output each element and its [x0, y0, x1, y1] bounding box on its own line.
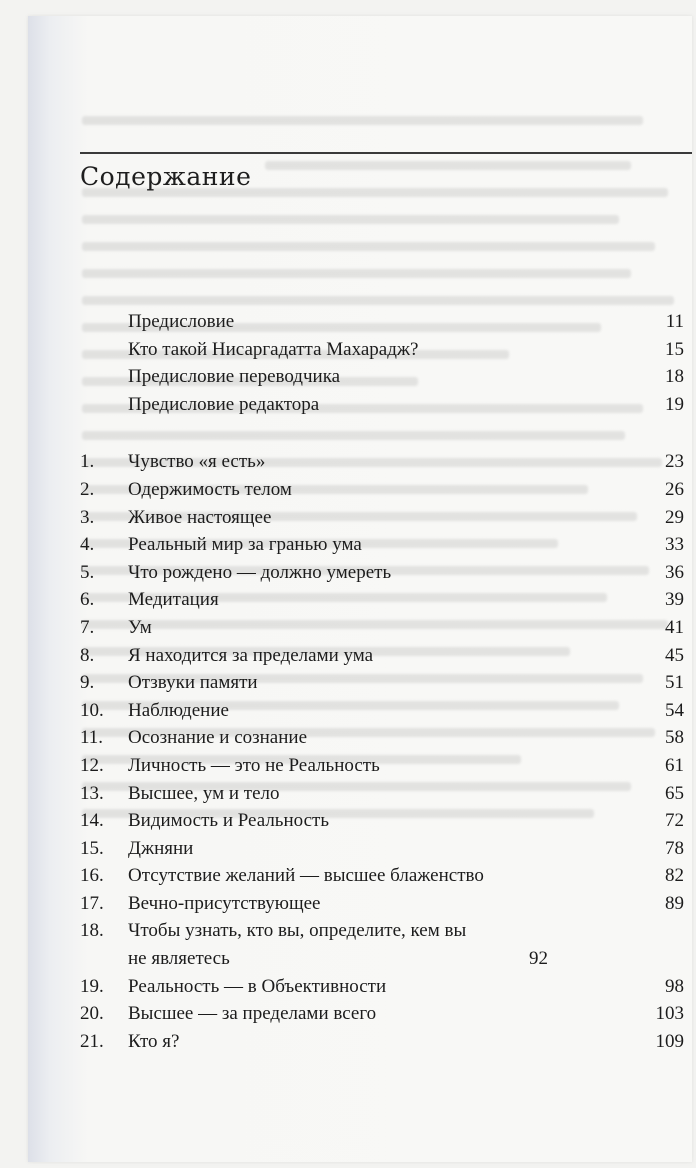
- toc-chapter[interactable]: [80, 448, 684, 476]
- chapter-page-number: 51: [665, 672, 684, 694]
- chapter-number: 14.: [80, 810, 104, 832]
- chapter-page-number: 109: [655, 1030, 684, 1052]
- chapter-page-number: 61: [665, 754, 684, 776]
- toc-chapter[interactable]: [80, 917, 684, 972]
- chapter-number: 17.: [80, 892, 104, 914]
- chapter-page-number: 103: [655, 1003, 684, 1025]
- toc-entry-title: Кто такой Нисаргадатта Махарадж?: [128, 338, 419, 360]
- chapter-title: Джняни: [128, 837, 194, 859]
- chapter-page-number: 65: [665, 782, 684, 804]
- chapter-number: 1.: [80, 451, 95, 473]
- chapter-page-number: 33: [665, 534, 684, 556]
- toc-chapter[interactable]: [80, 973, 684, 1001]
- toc-chapter[interactable]: [80, 807, 684, 835]
- chapter-title: Высшее — за пределами всего: [128, 1003, 377, 1025]
- chapter-title: Ум: [128, 616, 152, 638]
- toc-chapter[interactable]: [80, 504, 684, 532]
- chapter-page-number: 26: [665, 478, 684, 500]
- chapter-title: Живое настоящее: [128, 506, 272, 528]
- toc-entry[interactable]: [80, 363, 684, 391]
- toc-chapter[interactable]: [80, 531, 684, 559]
- toc-chapter[interactable]: [80, 780, 684, 808]
- toc-entry[interactable]: [80, 336, 684, 364]
- toc-chapter[interactable]: [80, 614, 684, 642]
- chapter-number: 9.: [80, 672, 95, 694]
- chapter-title: Одержимость телом: [128, 478, 292, 500]
- chapter-page-number: 78: [665, 837, 684, 859]
- chapter-number: 10.: [80, 699, 104, 721]
- contents-title: Содержание: [80, 162, 252, 191]
- toc-chapter[interactable]: [80, 1000, 684, 1028]
- chapter-number: 15.: [80, 837, 104, 859]
- chapter-page-number: 89: [665, 892, 684, 914]
- chapter-page-number: 82: [665, 865, 684, 887]
- toc-chapter[interactable]: [80, 669, 684, 697]
- chapter-page-number: 72: [665, 810, 684, 832]
- chapter-title: Осознание и сознание: [128, 727, 308, 749]
- toc-chapter[interactable]: [80, 890, 684, 918]
- chapter-number: 5.: [80, 561, 95, 583]
- chapter-page-number: 45: [665, 644, 684, 666]
- chapter-title: Чувство «я есть»: [128, 451, 266, 473]
- chapter-number: 21.: [80, 1030, 104, 1052]
- toc-page-number: 11: [665, 311, 684, 332]
- toc-chapter[interactable]: [80, 586, 684, 614]
- chapter-page-number: 92: [529, 948, 548, 970]
- book-page: [28, 16, 692, 1162]
- toc-chapter[interactable]: [80, 862, 684, 890]
- chapter-title: Чтобы узнать, кто вы, определите, кем вы не являетесь: [128, 920, 467, 970]
- chapter-title: Медитация: [128, 589, 219, 611]
- chapter-number: 2.: [80, 478, 95, 500]
- chapter-page-number: 36: [665, 561, 684, 583]
- chapter-title: Отзвуки памяти: [128, 672, 258, 694]
- chapter-number: 12.: [80, 754, 104, 776]
- chapter-title: Наблюдение: [128, 699, 229, 721]
- toc-chapter[interactable]: [80, 642, 684, 670]
- toc-chapter[interactable]: [80, 752, 684, 780]
- chapter-title: Видимость и Реальность: [128, 810, 330, 832]
- toc-chapter[interactable]: [80, 724, 684, 752]
- toc-chapter[interactable]: [80, 697, 684, 725]
- chapter-page-number: 29: [665, 506, 684, 528]
- toc-entry-title: Предисловие редактора: [128, 393, 320, 415]
- toc-entry-title: Предисловие переводчика: [128, 366, 341, 388]
- chapter-number: 4.: [80, 534, 95, 556]
- toc-entry-title: Предисловие: [128, 311, 235, 332]
- header-rule: [80, 152, 692, 154]
- chapter-number: 6.: [80, 589, 95, 611]
- toc-page-number: 15: [665, 338, 684, 360]
- chapter-number: 16.: [80, 865, 104, 887]
- toc-page-number: 18: [665, 366, 684, 388]
- toc-chapter[interactable]: [80, 476, 684, 504]
- chapter-title: Реальный мир за гранью ума: [128, 534, 362, 556]
- chapter-number: 11.: [80, 727, 104, 749]
- chapter-title: Высшее, ум и тело: [128, 782, 280, 804]
- chapter-page-number: 41: [665, 616, 684, 638]
- chapter-title: Отсутствие желаний — высшее блаженство: [128, 865, 484, 887]
- chapter-page-number: 98: [665, 975, 684, 997]
- toc-chapter[interactable]: [80, 835, 684, 863]
- chapter-page-number: 58: [665, 727, 684, 749]
- chapter-number: 13.: [80, 782, 104, 804]
- section-gap: [80, 418, 684, 448]
- chapter-title: Реальность — в Объективности: [128, 975, 387, 997]
- chapter-title: Я находится за пределами ума: [128, 644, 374, 666]
- table-of-contents: [80, 308, 684, 1055]
- chapter-number: 18.: [80, 920, 104, 942]
- toc-page-number: 19: [665, 393, 684, 415]
- chapter-page-number: 39: [665, 589, 684, 611]
- chapter-page-number: 23: [665, 451, 684, 473]
- chapter-number: 3.: [80, 506, 95, 528]
- chapter-number: 7.: [80, 616, 95, 638]
- chapter-title: Личность — это не Реальность: [128, 754, 380, 776]
- chapter-title: Что рождено — должно умереть: [128, 561, 392, 583]
- toc-entry[interactable]: [80, 391, 684, 419]
- chapter-title: Кто я?: [128, 1030, 180, 1052]
- chapter-number: 8.: [80, 644, 95, 666]
- chapter-page-number: 54: [665, 699, 684, 721]
- toc-chapter[interactable]: [80, 1028, 684, 1056]
- chapter-number: 20.: [80, 1003, 104, 1025]
- chapter-number: 19.: [80, 975, 104, 997]
- toc-chapter[interactable]: [80, 559, 684, 587]
- toc-entry[interactable]: [80, 308, 684, 336]
- chapter-title: Вечно-присутствующее: [128, 892, 321, 914]
